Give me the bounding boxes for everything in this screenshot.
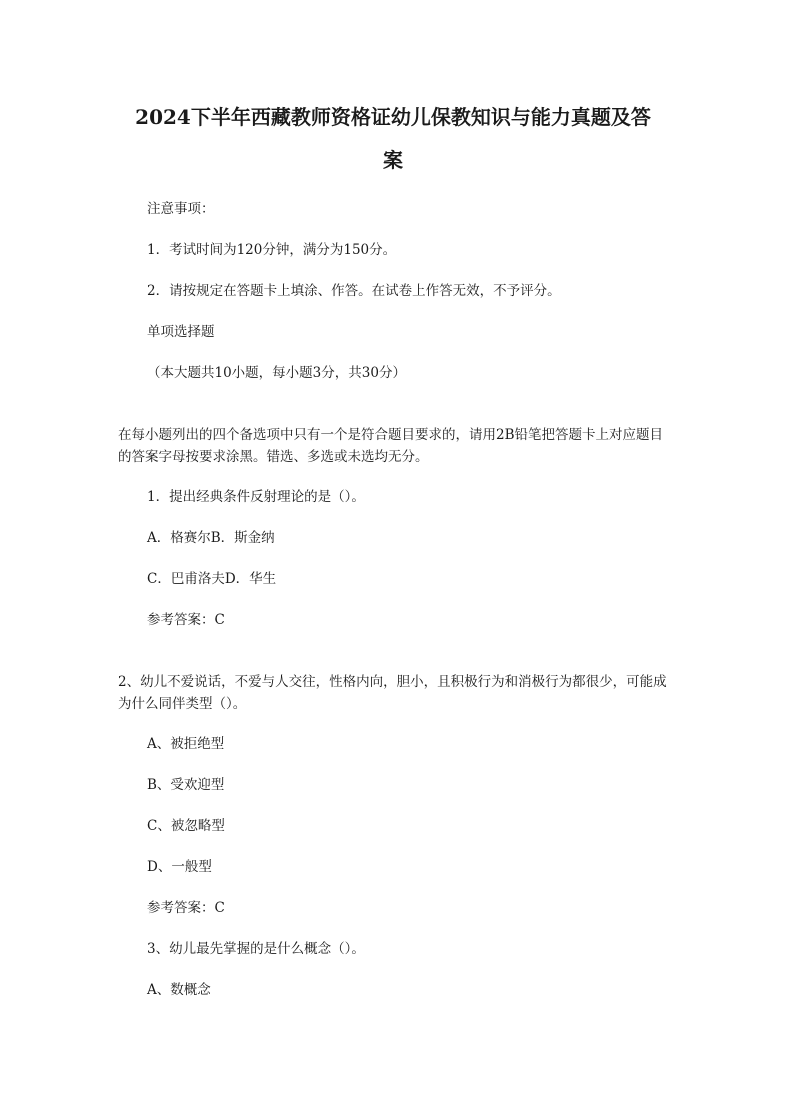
- notice-item-2: 2．请按规定在答题卡上填涂、作答。在试卷上作答无效，不予评分。: [147, 283, 561, 299]
- question-2-option-d: D、一般型: [147, 859, 212, 875]
- question-2-option-c: C、被忽略型: [147, 818, 225, 834]
- document-title-line-2: 案: [383, 148, 403, 172]
- notice-item-1: 1．考试时间为120分钟，满分为150分。: [147, 242, 397, 258]
- question-1-options-cd: C．巴甫洛夫D．华生: [147, 571, 277, 587]
- question-2-option-a: A、被拒绝型: [147, 736, 225, 752]
- section-instruction: 在每小题列出的四个备选项中只有一个是符合题目要求的，请用2B铅笔把答题卡上对应题目的答案字母按要求涂黑。错选、多选或未选均无分。: [118, 427, 664, 465]
- section-heading: 单项选择题: [147, 324, 215, 340]
- section-subtitle: （本大题共10小题，每小题3分，共30分）: [147, 365, 406, 381]
- question-2-answer: 参考答案：C: [147, 900, 225, 916]
- document-title-line-1: 2024下半年西藏教师资格证幼儿保教知识与能力真题及答: [135, 105, 651, 129]
- question-2-option-b: B、受欢迎型: [147, 777, 225, 793]
- question-3-option-a: A、数概念: [147, 982, 211, 998]
- question-3-stem: 3、幼儿最先掌握的是什么概念（）。: [147, 941, 365, 957]
- question-1-answer: 参考答案：C: [147, 612, 225, 628]
- question-1-stem: 1．提出经典条件反射理论的是（）。: [147, 489, 365, 505]
- question-1-options-ab: A．格赛尔B．斯金纳: [147, 530, 275, 546]
- question-2-stem: 2、幼儿不爱说话，不爱与人交往，性格内向，胆小，且积极行为和消极行为都很少，可能成为什么同伴类型（）。: [118, 674, 667, 712]
- notice-heading: 注意事项：: [147, 201, 215, 217]
